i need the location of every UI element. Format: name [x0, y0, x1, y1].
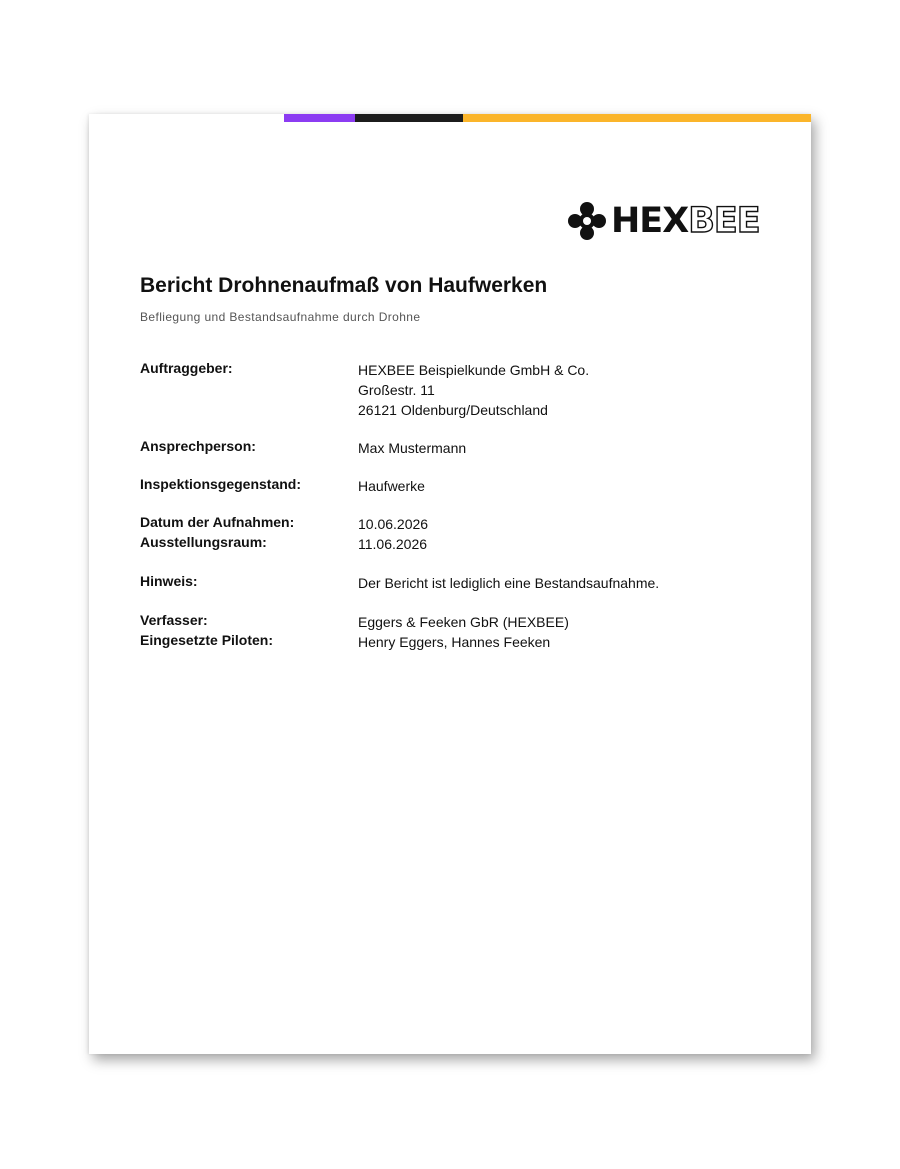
report-subtitle: Befliegung und Bestandsaufnahme durch Drohne	[140, 310, 421, 324]
logo-word-hex: HEX	[611, 201, 689, 241]
report-page	[89, 114, 811, 1054]
accent-strip-black	[355, 114, 463, 122]
logo-wordmark	[611, 199, 760, 243]
field-value: Haufwerke	[358, 478, 425, 494]
field-label: Ausstellungsraum:	[140, 534, 267, 550]
address-line-street: Großestr. 11	[358, 382, 435, 398]
logo-word-bee: BEE	[688, 201, 760, 241]
field-value: Der Bericht ist lediglich eine Bestandsaufnahme.	[358, 575, 660, 591]
field-value-address	[358, 360, 589, 420]
address-line-city: 26121 Oldenburg/Deutschland	[358, 402, 548, 418]
hexbee-logo	[565, 199, 765, 243]
field-label: Ansprechperson:	[140, 438, 256, 454]
field-label: Verfasser:	[140, 612, 208, 628]
field-value: Eggers & Feeken GbR (HEXBEE)	[358, 614, 569, 630]
field-label: Datum der Aufnahmen:	[140, 514, 295, 530]
field-label: Eingesetzte Piloten:	[140, 632, 274, 648]
field-label: Auftraggeber:	[140, 360, 233, 376]
field-label: Hinweis:	[140, 573, 198, 589]
field-value: 10.06.2026	[358, 516, 429, 532]
accent-strip-purple	[284, 114, 355, 122]
field-value: Henry Eggers, Hannes Feeken	[358, 634, 551, 650]
hexbee-logo-icon	[565, 199, 609, 243]
field-value: 11.06.2026	[358, 536, 428, 552]
field-label: Inspektionsgegenstand:	[140, 476, 302, 492]
report-title: Bericht Drohnenaufmaß von Haufwerken	[140, 274, 548, 297]
address-line-company: HEXBEE Beispielkunde GmbH & Co.	[358, 362, 590, 378]
field-value: Max Mustermann	[358, 440, 467, 456]
accent-strip-yellow	[463, 114, 811, 122]
